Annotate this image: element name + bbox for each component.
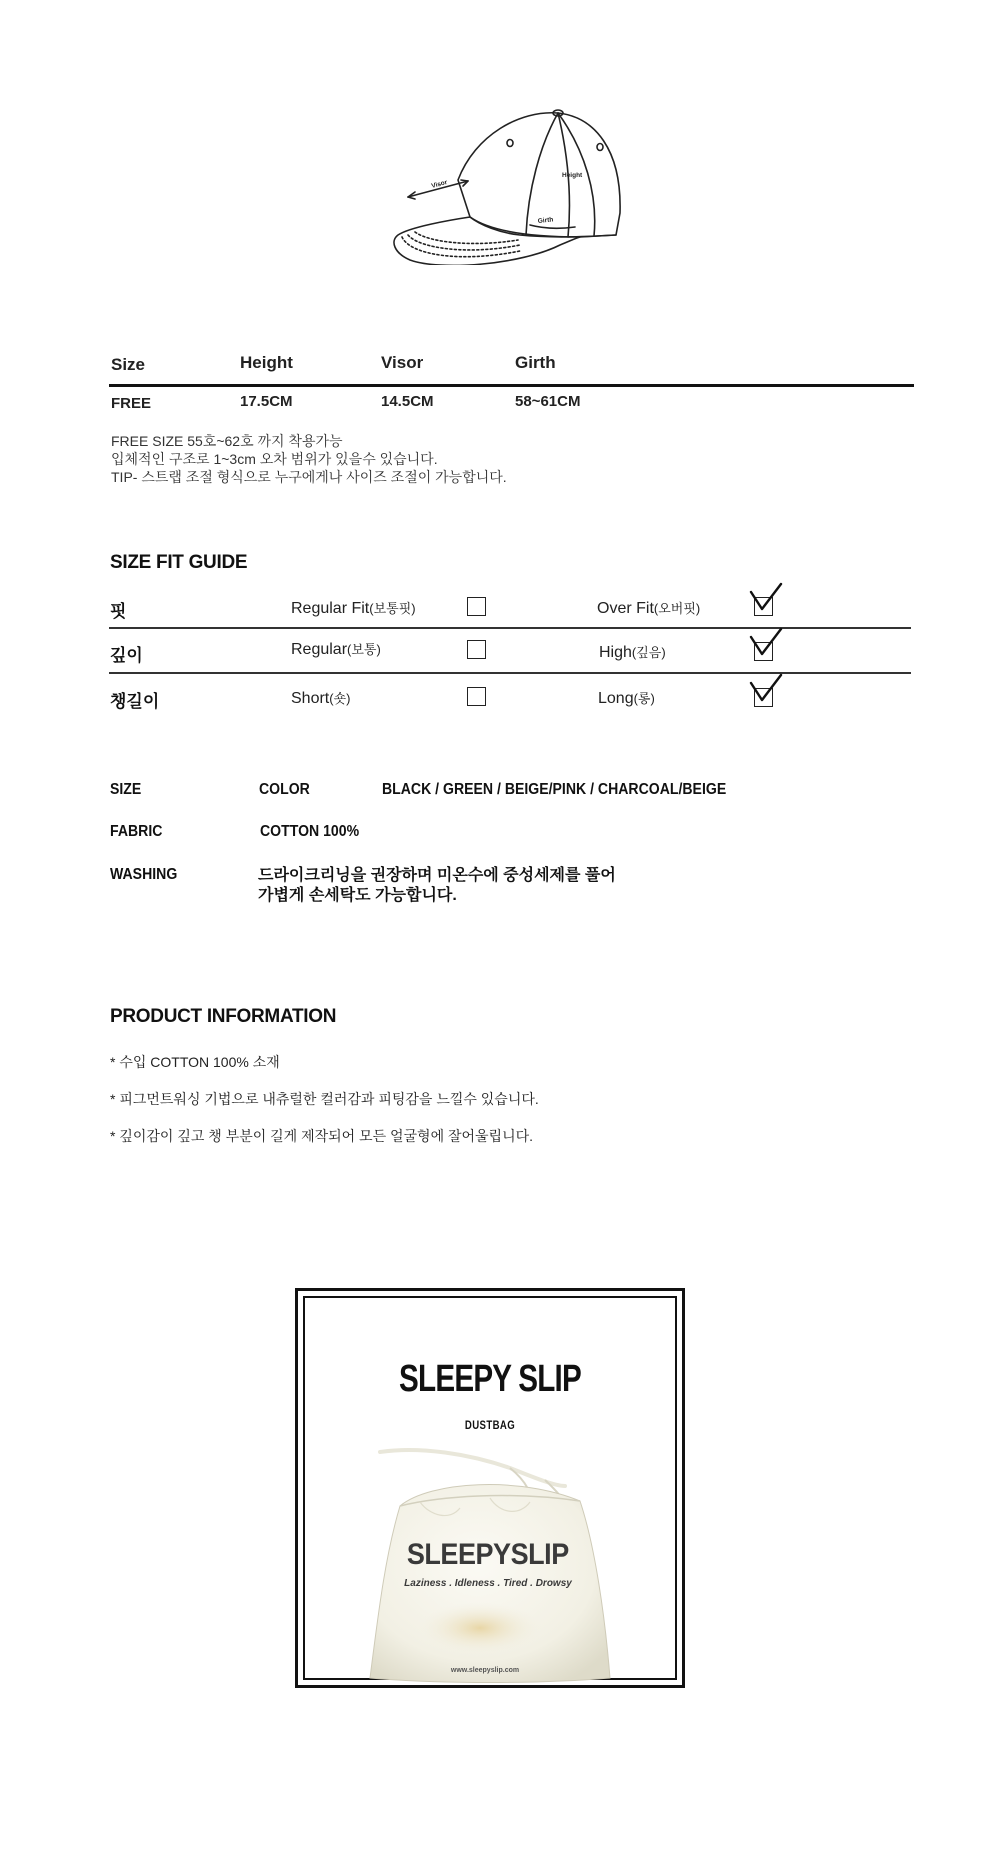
fit-row-divider [109, 672, 911, 674]
depth-option-high: High(깊음) [599, 644, 666, 661]
size-header-size: Size [111, 355, 146, 374]
size-value-size: FREE [111, 395, 152, 412]
visor-option-long: Long(롱) [598, 690, 655, 707]
size-note-line: FREE SIZE 55호~62호 까지 착용가능 [111, 433, 343, 449]
bag-logo-text: SLEEPYSLIP [406, 1537, 569, 1572]
product-info-title: PRODUCT INFORMATION [110, 1006, 337, 1027]
spec-washing-key: WASHING [110, 866, 178, 883]
dustbag-card [295, 1288, 685, 1688]
spec-fabric-key: FABRIC [110, 823, 163, 840]
size-value-girth: 58~61CM [515, 393, 581, 410]
spec-washing-value [258, 866, 616, 906]
visor-label: Visor [430, 178, 449, 190]
washing-line: 드라이크리닝을 권장하며 미온수에 중성세제를 풀어 [258, 867, 616, 884]
bag-tagline-text: Laziness . Idleness . Tired . Drowsy [404, 1578, 572, 1589]
product-info-line: * 깊이감이 깊고 챙 부분이 길게 제작되어 모든 얼굴형에 잘어울립니다. [110, 1128, 534, 1144]
size-header-girth: Girth [515, 353, 556, 372]
bag-url-text: www.sleepyslip.com [450, 1667, 520, 1674]
checkmark-icon [748, 673, 784, 707]
spec-color-value: BLACK / GREEN / BEIGE/PINK / CHARCOAL/BEIGE [382, 781, 727, 798]
fit-row-divider [109, 627, 911, 629]
fit-guide-title: SIZE FIT GUIDE [110, 552, 248, 573]
checkmark-icon [748, 627, 784, 661]
fit-row-label: 챙길이 [110, 692, 160, 711]
visor-option-short: Short(숏) [291, 690, 351, 707]
product-info-line: * 수입 COTTON 100% 소재 [110, 1054, 280, 1070]
size-note-line: 입체적인 구조로 1~3cm 오차 범위가 있을수 있습니다. [111, 451, 438, 467]
checkmark-icon [748, 582, 784, 616]
spec-fabric-value: COTTON 100% [260, 823, 360, 840]
spec-color-key: COLOR [259, 781, 310, 798]
size-value-height: 17.5CM [240, 393, 293, 410]
dustbag-card-inner-frame [303, 1296, 677, 1680]
size-note-line: TIP- 스트랩 조절 형식으로 누구에게나 사이즈 조절이 가능합니다. [111, 469, 507, 485]
washing-line: 가볍게 손세탁도 가능합니다. [258, 887, 457, 904]
dustbag-subtitle: DUSTBAG [464, 1418, 516, 1432]
size-value-visor: 14.5CM [381, 393, 434, 410]
fit-row-label: 깊이 [110, 646, 143, 665]
size-header-visor: Visor [381, 353, 424, 372]
fit-regular-checkbox[interactable] [467, 597, 486, 616]
size-header-height: Height [240, 353, 293, 372]
fit-row-label: 핏 [110, 602, 127, 621]
dustbag-illustration [360, 1446, 630, 1686]
cap-size-diagram [380, 95, 640, 265]
girth-label: Girth [537, 216, 554, 225]
size-notes [111, 432, 507, 486]
depth-option-regular: Regular(보통) [291, 641, 381, 658]
fit-option-regular: Regular Fit(보통핏) [291, 600, 416, 617]
dustbag-brand-title: SLEEPY SLIP [399, 1358, 581, 1400]
fit-option-over: Over Fit(오버핏) [597, 600, 701, 617]
visor-short-checkbox[interactable] [467, 687, 486, 706]
size-table-divider [109, 384, 914, 387]
depth-regular-checkbox[interactable] [467, 640, 486, 659]
product-info-line: * 피그먼트워싱 기법으로 내츄럴한 컬러감과 피팅감을 느낄수 있습니다. [110, 1091, 539, 1107]
spec-size-key: SIZE [110, 781, 142, 798]
height-label: Height [562, 172, 583, 179]
